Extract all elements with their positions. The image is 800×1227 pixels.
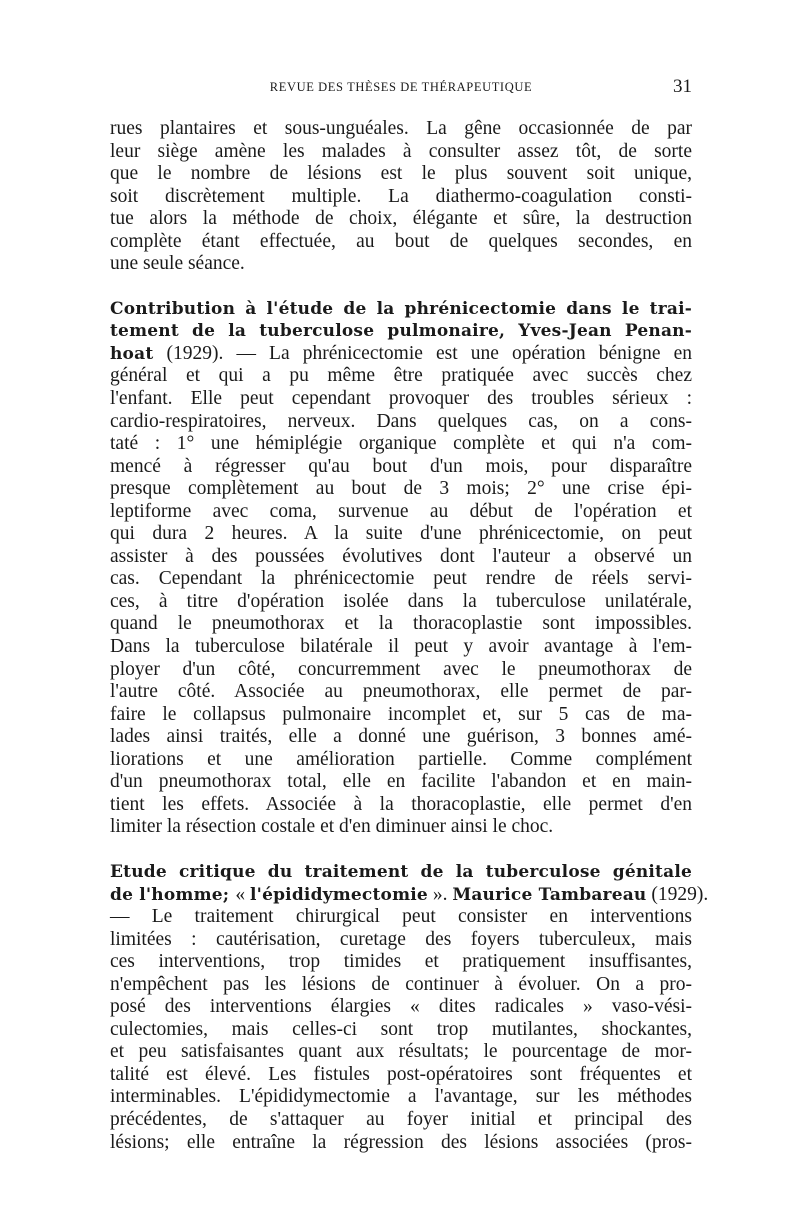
entry-phrenicectomy — [110, 298, 692, 839]
text-line: posé des interventions élargies « dites radicales » vaso-vési- — [110, 996, 692, 1018]
text-line: talité est élevé. Les fistules post-opératoires sont fréquentes et — [110, 1063, 692, 1085]
text-line: tient les effets. Associée à la thoracoplastie, elle permet d'en — [110, 793, 692, 815]
text-line: presque complètement au bout de 3 mois; 2° une crise épi- — [110, 478, 692, 500]
paragraph-diathermy — [110, 118, 692, 276]
text-line: assister à des poussées évolutives dont l'auteur a observé un — [110, 545, 692, 567]
text-line: — Le traitement chirurgical peut consister en interventions — [110, 906, 692, 928]
quote-open: « — [235, 883, 250, 905]
text-line: rues plantaires et sous-unguéales. La gêne occasionnée de par — [110, 118, 692, 139]
entry-title-fragment: l'épididymectomie — [250, 884, 428, 905]
text-line: faire le collapsus pulmonaire incomplet et, sur 5 cas de ma- — [110, 703, 692, 725]
entry-epididymectomy — [110, 861, 709, 1154]
text-line: tue alors la méthode de choix, élégante et sûre, la destruction — [110, 208, 692, 230]
text-line: complète étant effectuée, au bout de quelques secondes, en — [110, 230, 692, 252]
entry-title-line: tement de la tuberculose pulmonaire, Yves-Jean Penan- — [110, 321, 692, 342]
text-line: que le nombre de lésions est le plus souvent soit unique, — [110, 163, 692, 185]
text-line: interminables. L'épididymectomie a l'avantage, sur les méthodes — [110, 1086, 692, 1108]
running-title: REVUE DES THÈSES DE THÉRAPEUTIQUE — [269, 80, 533, 94]
text-line — [110, 883, 709, 907]
page-header — [110, 74, 692, 98]
quote-close: ». — [427, 883, 453, 905]
text-line: lades ainsi traités, elle a donné une guérison, 3 bonnes amé- — [110, 726, 692, 748]
text-line: taté : 1° une hémiplégie organique complète et qui n'a com- — [110, 433, 692, 455]
text-line: leptiforme avec coma, survenue au début de l'opération et — [110, 500, 692, 522]
text-line — [110, 343, 692, 366]
text-line: quand le pneumothorax et la thoracoplastie sont impossibles. — [110, 613, 692, 635]
text-line: et peu satisfaisantes quant aux résultats; le pourcentage de mor- — [110, 1041, 692, 1063]
text-line: lésions; elle entraîne la régression des lésions associées (pros- — [110, 1131, 692, 1153]
text-line: mencé à régresser qu'au bout d'un mois, pour disparaître — [110, 455, 692, 477]
entry-author: Maurice Tambareau — [452, 884, 647, 905]
text-line: ces, à titre d'opération isolée dans la tuberculose unilatérale, — [110, 590, 692, 612]
text-line: ces interventions, trop timides et pratiquement insuffisantes, — [110, 951, 692, 973]
text-line: une seule séance. — [110, 253, 245, 275]
text-line: ployer d'un côté, concurremment avec le pneumothorax de — [110, 658, 692, 680]
text-line: qui dura 2 heures. A la suite d'une phrénicectomie, on peut — [110, 523, 692, 545]
text-line: soit discrètement multiple. La diathermo-coagulation consti- — [110, 185, 692, 207]
text-fragment: (1929). — La phrénicectomie est une opération bénigne en — [153, 342, 692, 364]
text-line: l'autre côté. Associée au pneumothorax, elle permet de par- — [110, 681, 692, 703]
text-line: limitées : cautérisation, curetage des foyers tuberculeux, mais — [110, 928, 692, 950]
text-line: général et qui a pu même être pratiquée avec succès chez — [110, 365, 692, 387]
text-line: cas. Cependant la phrénicectomie peut rendre de réels servi- — [110, 568, 692, 590]
text-line: l'enfant. Elle peut cependant provoquer des troubles sérieux : — [110, 388, 692, 410]
text-line: précédentes, de s'attaquer au foyer initial et principal des — [110, 1108, 692, 1130]
text-line: liorations et une amélioration partielle. Comme complément — [110, 748, 692, 770]
text-line: d'un pneumothorax total, elle en facilite l'abandon et en main- — [110, 771, 692, 793]
text-line: Dans la tuberculose bilatérale il peut y avoir avantage à l'em- — [110, 636, 692, 658]
entry-title-line: Contribution à l'étude de la phrénicectomie dans le trai- — [110, 298, 692, 319]
text-line: n'empêchent pas les lésions de continuer à évoluer. On a pro- — [110, 973, 692, 995]
body-text — [110, 118, 709, 1154]
entry-title-line: Etude critique du traitement de la tuberculose génitale — [110, 861, 692, 882]
entry-title-fragment: de l'homme; — [110, 884, 236, 905]
text-line: cardio-respiratoires, nerveux. Dans quelques cas, on a cons- — [110, 410, 692, 432]
text-line: limiter la résection costale et d'en diminuer ainsi le choc. — [110, 816, 554, 838]
entry-author-tail: hoat — [110, 343, 154, 364]
text-fragment: (1929). — [646, 883, 709, 905]
page-number: 31 — [673, 76, 692, 97]
text-line: culectomies, mais celles-ci sont trop mutilantes, shockantes, — [110, 1018, 692, 1040]
text-line: leur siège amène les malades à consulter assez tôt, de sorte — [110, 140, 692, 162]
